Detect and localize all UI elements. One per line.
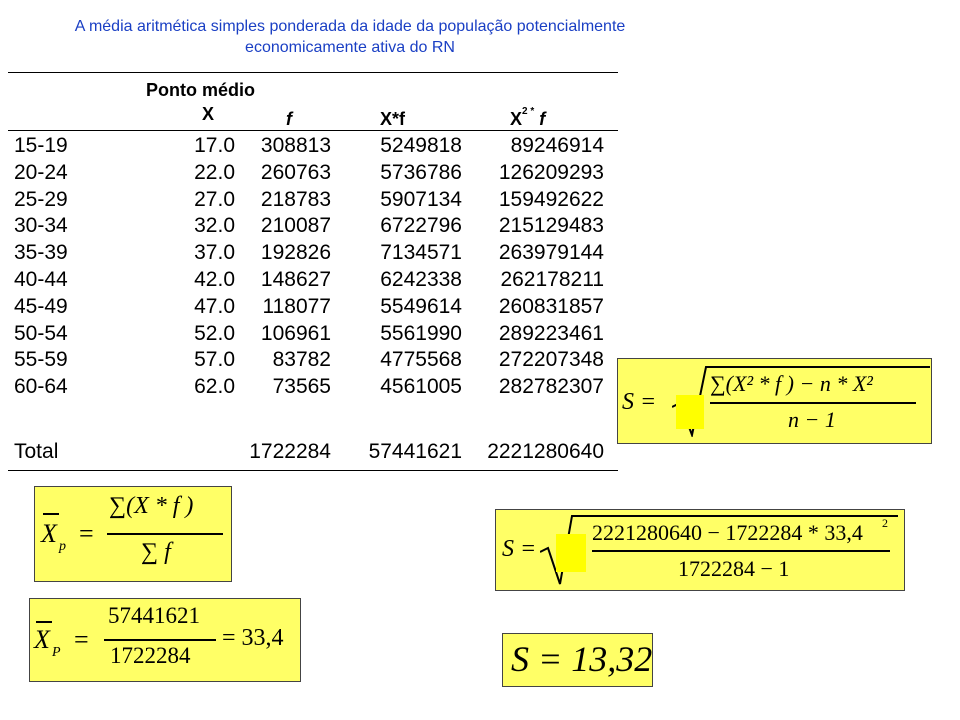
row-x: 47.0 bbox=[194, 294, 235, 318]
total-label: Total bbox=[14, 440, 59, 463]
mean-denominator: ∑ f bbox=[141, 539, 171, 565]
table-header-rule bbox=[8, 130, 618, 131]
mean-value-lhs: X bbox=[34, 625, 50, 654]
std-dev-value-numerator: 2221280640 − 1722284 * 33,4 bbox=[592, 520, 863, 545]
title-line-2: economicamente ativa do RN bbox=[245, 39, 455, 56]
row-x2f: 159492622 bbox=[498, 187, 604, 211]
row-x2f: 272207348 bbox=[498, 348, 604, 372]
header-x: X bbox=[202, 104, 215, 124]
std-dev-result: S = 13,32 bbox=[511, 639, 653, 679]
row-x: 32.0 bbox=[194, 214, 235, 238]
row-xf: 5561990 bbox=[380, 321, 462, 345]
highlight-square-2 bbox=[556, 534, 586, 572]
row-x2f: 260831857 bbox=[498, 294, 604, 318]
row-x: 52.0 bbox=[194, 321, 235, 345]
row-class: 45-49 bbox=[14, 294, 68, 318]
std-dev-result-box bbox=[502, 633, 653, 687]
std-dev-value-lhs: S = bbox=[502, 536, 537, 562]
table-row bbox=[0, 161, 620, 187]
page-title bbox=[0, 16, 700, 58]
row-class: 30-34 bbox=[14, 214, 68, 238]
std-dev-lhs: S = bbox=[622, 389, 657, 415]
row-x2f: 289223461 bbox=[498, 321, 604, 345]
row-class: 60-64 bbox=[14, 375, 68, 399]
row-f: 73565 bbox=[272, 375, 331, 399]
mean-formula-box bbox=[34, 486, 232, 582]
row-x: 22.0 bbox=[194, 160, 235, 184]
total-x2f: 2221280640 bbox=[487, 440, 604, 463]
row-f: 106961 bbox=[260, 321, 331, 345]
row-x2f: 262178211 bbox=[500, 268, 604, 291]
table-row bbox=[0, 348, 620, 374]
row-class: 25-29 bbox=[14, 187, 68, 211]
row-class: 40-44 bbox=[14, 268, 68, 291]
row-xf: 4775568 bbox=[380, 348, 462, 372]
row-x: 37.0 bbox=[194, 241, 235, 265]
total-xf: 57441621 bbox=[368, 440, 462, 463]
row-xf: 5736786 bbox=[380, 160, 462, 184]
row-x2f: 89246914 bbox=[510, 134, 604, 157]
mean-value-subscript: P bbox=[52, 645, 61, 660]
row-x2f: 263979144 bbox=[498, 241, 604, 265]
std-dev-value-num-exponent: 2 bbox=[882, 516, 888, 530]
row-xf: 4561005 bbox=[380, 375, 462, 399]
row-xf: 6722796 bbox=[380, 214, 462, 238]
row-xf: 5249818 bbox=[380, 134, 462, 157]
std-dev-formula-box bbox=[617, 358, 932, 444]
header-x2f: $X^{2 *}$ f bbox=[510, 106, 546, 129]
std-dev-value-fraction-line bbox=[592, 550, 890, 552]
table-row bbox=[0, 134, 620, 160]
header-ponto-medio: Ponto médio bbox=[146, 80, 255, 100]
mean-lhs: X bbox=[41, 519, 57, 548]
row-x: 42.0 bbox=[194, 268, 235, 291]
mean-value-equals: = bbox=[74, 625, 89, 654]
row-f: 308813 bbox=[260, 134, 331, 157]
table-row bbox=[0, 375, 620, 401]
mean-value-result: = 33,4 bbox=[222, 625, 284, 651]
row-class: 35-39 bbox=[14, 241, 68, 265]
mean-numerator: ∑(X * f ) bbox=[109, 493, 194, 519]
mean-equals: = bbox=[79, 519, 94, 548]
table-total-row bbox=[0, 440, 620, 466]
row-x2f: 282782307 bbox=[498, 375, 604, 399]
row-f: 83782 bbox=[272, 348, 331, 372]
row-xf: 5907134 bbox=[380, 187, 462, 211]
table-row bbox=[0, 322, 620, 348]
table-row bbox=[0, 268, 620, 294]
row-f: 218783 bbox=[260, 187, 331, 211]
title-line-1: A média aritmética simples ponderada da idade da população potencialmente bbox=[74, 18, 626, 35]
row-xf: 5549614 bbox=[380, 294, 462, 318]
std-dev-value-denominator: 1722284 − 1 bbox=[678, 556, 790, 581]
header-f: f bbox=[286, 109, 292, 129]
std-dev-value-box bbox=[495, 509, 905, 591]
mean-fraction-line bbox=[107, 533, 223, 535]
row-class: 50-54 bbox=[14, 321, 68, 345]
header-xf: X*f bbox=[380, 109, 406, 129]
row-f: 118077 bbox=[262, 294, 331, 318]
table-row bbox=[0, 214, 620, 240]
std-dev-denominator: n − 1 bbox=[788, 407, 836, 432]
std-dev-fraction-line bbox=[710, 402, 916, 404]
row-x: 57.0 bbox=[194, 348, 235, 372]
table-top-rule bbox=[8, 72, 618, 73]
table-bottom-rule bbox=[8, 470, 618, 471]
row-f: 260763 bbox=[260, 160, 331, 184]
row-x: 62.0 bbox=[194, 375, 235, 399]
mean-bar bbox=[43, 513, 59, 515]
row-f: 148627 bbox=[260, 268, 331, 291]
row-xf: 7134571 bbox=[380, 241, 462, 265]
row-xf: 6242338 bbox=[380, 268, 462, 291]
row-f: 192826 bbox=[260, 241, 331, 265]
table-row bbox=[0, 295, 620, 321]
std-dev-numerator: ∑(X² * f ) − n * X² bbox=[710, 371, 873, 396]
highlight-square bbox=[676, 395, 704, 429]
row-x2f: 215129483 bbox=[498, 214, 604, 238]
row-x2f: 126209293 bbox=[498, 160, 604, 184]
mean-subscript: p bbox=[59, 539, 66, 554]
row-class: 55-59 bbox=[14, 348, 68, 372]
mean-value-box bbox=[29, 598, 301, 682]
table-row bbox=[0, 188, 620, 214]
row-x: 17.0 bbox=[194, 134, 235, 157]
mean-value-fraction-line bbox=[104, 639, 216, 641]
total-f: 1722284 bbox=[249, 440, 331, 463]
mean-value-bar bbox=[36, 621, 52, 623]
row-class: 15-19 bbox=[14, 134, 68, 157]
table-row bbox=[0, 241, 620, 267]
mean-value-numerator: 57441621 bbox=[108, 603, 200, 628]
row-x: 27.0 bbox=[194, 187, 235, 211]
row-class: 20-24 bbox=[14, 160, 68, 184]
mean-value-denominator: 1722284 bbox=[110, 643, 191, 668]
row-f: 210087 bbox=[260, 214, 331, 238]
